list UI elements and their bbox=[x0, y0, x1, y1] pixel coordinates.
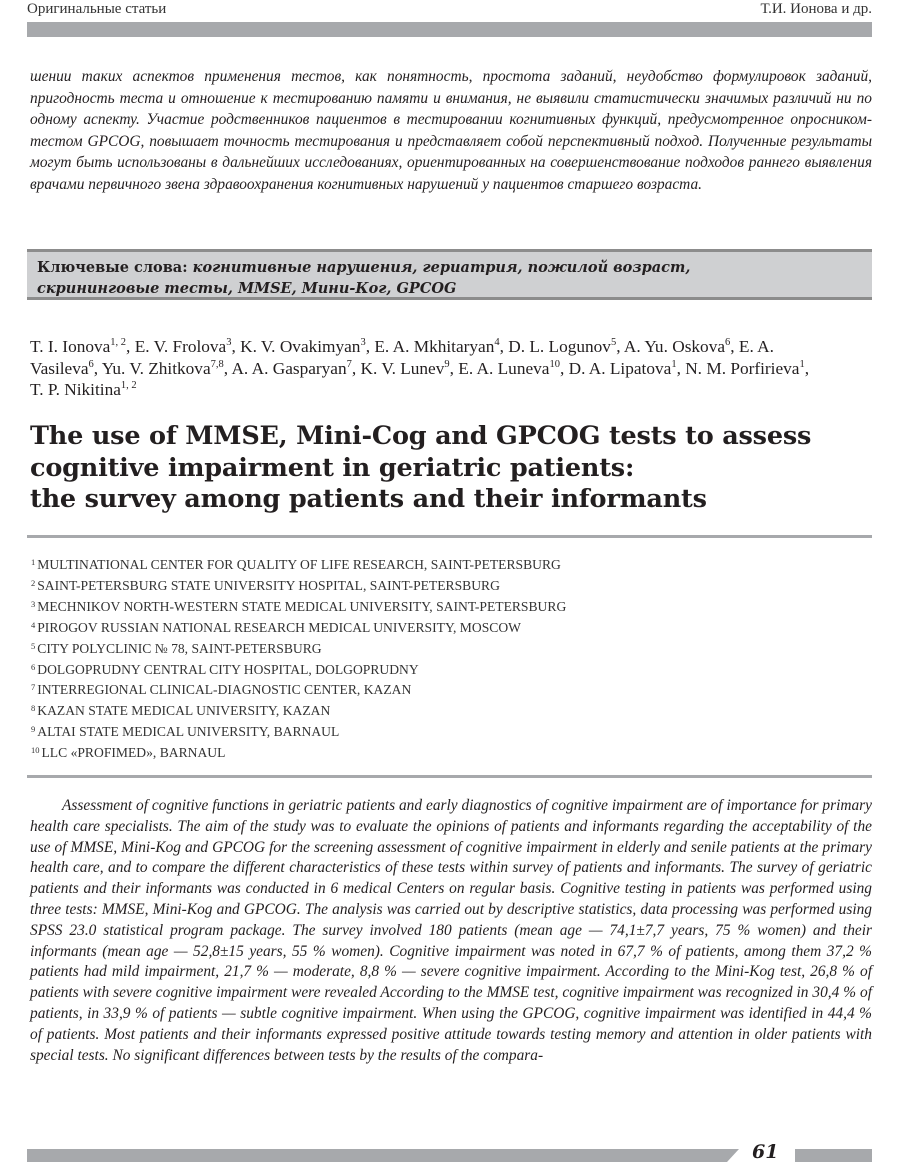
author-affiliation-mark: 10 bbox=[549, 358, 560, 370]
author bbox=[624, 337, 730, 356]
author-name: N. M. Porfirieva bbox=[685, 358, 800, 378]
author bbox=[135, 337, 232, 356]
affiliation-text: PIROGOV RUSSIAN NATIONAL RESEARCH MEDICAL UNIVERSITY, MOSCOW bbox=[37, 619, 521, 635]
author bbox=[374, 337, 499, 356]
affiliation bbox=[31, 555, 851, 576]
author bbox=[240, 337, 366, 356]
author bbox=[361, 359, 450, 378]
affiliation-number: 5 bbox=[31, 640, 36, 651]
affiliation-number: 10 bbox=[31, 745, 40, 756]
affiliation-number: 1 bbox=[31, 557, 36, 567]
author-affiliation-mark: 7 bbox=[346, 358, 352, 370]
title-line: cognitive impairment in geriatric patients: bbox=[30, 452, 635, 483]
page-number: 61 bbox=[752, 1141, 779, 1163]
author bbox=[30, 337, 126, 356]
author bbox=[458, 359, 560, 378]
affiliation bbox=[31, 618, 851, 639]
keywords bbox=[37, 257, 757, 299]
running-head bbox=[27, 0, 872, 20]
affiliation bbox=[31, 680, 851, 701]
affiliation-number: 7 bbox=[31, 682, 36, 693]
divider-top bbox=[27, 535, 872, 538]
footer-bar bbox=[27, 1149, 727, 1162]
affiliation-text: ALTAI STATE MEDICAL UNIVERSITY, BARNAUL bbox=[37, 724, 340, 740]
author-name: T. I. Ionova bbox=[30, 337, 111, 356]
keywords-box bbox=[27, 249, 872, 300]
divider-bottom bbox=[27, 775, 872, 778]
author-affiliation-mark: 1, 2 bbox=[120, 380, 137, 391]
affiliation-list bbox=[31, 555, 851, 764]
running-authors: Т.И. Ионова и др. bbox=[760, 1, 872, 17]
keywords-label: Ключевые слова: bbox=[37, 259, 188, 276]
author-affiliation-mark: 1 bbox=[671, 358, 677, 370]
author-name: T. P. Nikitina bbox=[30, 380, 121, 399]
author-affiliation-mark: 1, 2 bbox=[110, 337, 127, 348]
affiliation bbox=[31, 597, 851, 618]
author-name: K. V. Ovakimyan bbox=[240, 337, 361, 356]
affiliation-text: MECHNIKOV NORTH-WESTERN STATE MEDICAL UNIVERSITY, SAINT-PETERSBURG bbox=[37, 598, 567, 614]
author-name: D. L. Logunov bbox=[508, 337, 611, 356]
journal-section: Оригинальные статьи bbox=[27, 1, 167, 17]
author-name: E. A. Vasileva bbox=[30, 337, 774, 378]
author-affiliation-mark: 6 bbox=[88, 358, 94, 370]
author-name: E. V. Frolova bbox=[134, 337, 227, 356]
affiliation bbox=[31, 576, 851, 597]
author-affiliation-mark: 9 bbox=[444, 358, 450, 370]
article-title bbox=[30, 421, 890, 516]
author-list: T. I. Ionova$^{1, 2}$, E. V. Frolova$^3$, K. V. Ovakimyan$^3$, E. A. Mkhitaryan$^4$, D. L. Logunov$^5$, A. Yu. Oskova$^6$, E. A. Vasileva$^6$, Yu. V. Zhitkova$^{7,8}$, A. A. Gasparyan$^7$, K. V. Lunev$^9$, E. A. Luneva$^{10}$, D. A. Lipatova$^1$, N. M. Porfirieva$^1$, T. P. Nikitina$^{1, 2}$ bbox=[30, 337, 810, 399]
affiliation bbox=[31, 722, 851, 743]
author bbox=[231, 359, 351, 378]
author-name: K. V. Lunev bbox=[360, 358, 445, 378]
affiliation bbox=[31, 743, 851, 764]
author bbox=[102, 359, 224, 378]
author bbox=[508, 337, 616, 356]
affiliation-number: 3 bbox=[31, 598, 36, 609]
author-affiliation-mark: 4 bbox=[494, 337, 500, 348]
affiliation bbox=[31, 660, 851, 681]
author-name: Yu. V. Zhitkova bbox=[101, 358, 211, 378]
russian-abstract-tail: шении таких аспектов применения тестов, как понятность, простота заданий, неудобство формулировок заданий, пригодность теста и отношение к тестированию памяти и внимания, не выявили статистически значимых различий ни по одному аспекту. Участие родственников пациентов в тестировании когнитивных функций, предусмотренное опросником-тестом GPCOG, повышает точность тестирования и представляет собой перспективный подход. Полученные результаты могут быть использованы в дальнейших исследованиях, ориентированных на совершенствование подходов раннего выявления врачами первичного звена здравоохранения когнитивных нарушений у пациентов старшего возраста. bbox=[30, 68, 872, 193]
affiliation-text: INTERREGIONAL CLINICAL-DIAGNOSTIC CENTER, KAZAN bbox=[37, 682, 412, 698]
header-bar bbox=[27, 22, 872, 37]
author-affiliation-mark: 1 bbox=[799, 358, 805, 370]
affiliation bbox=[31, 639, 851, 660]
title-line: the survey among patients and their informants bbox=[30, 484, 707, 514]
author-name: D. A. Lipatova bbox=[568, 358, 672, 378]
affiliation-text: KAZAN STATE MEDICAL UNIVERSITY, KAZAN bbox=[37, 703, 331, 719]
affiliation-text: LLC «PROFIMED», BARNAUL bbox=[41, 745, 226, 761]
author-affiliation-mark: 5 bbox=[610, 337, 617, 348]
author-affiliation-mark: 6 bbox=[725, 337, 731, 348]
footer-bar-right bbox=[795, 1149, 872, 1162]
author-affiliation-mark: 3 bbox=[360, 337, 366, 348]
keywords-text: когнитивные нарушения, гериатрия, пожилой возраст, скрининговые тесты, MMSE, Мини-Ког, GPCOG bbox=[37, 259, 691, 297]
author-name: E. A. Luneva bbox=[458, 358, 550, 378]
affiliation bbox=[31, 701, 851, 722]
affiliation-text: CITY POLYCLINIC № 78, SAINT-PETERSBURG bbox=[37, 640, 322, 656]
affiliation-text: DOLGOPRUDNY CENTRAL CITY HOSPITAL, DOLGOPRUDNY bbox=[37, 661, 419, 677]
affiliation-number: 9 bbox=[31, 724, 36, 735]
affiliation-number: 2 bbox=[31, 577, 36, 588]
affiliation-number: 4 bbox=[31, 619, 36, 630]
affiliation-number: 8 bbox=[31, 703, 36, 714]
author-name: E. A. Mkhitaryan bbox=[374, 337, 495, 356]
author bbox=[685, 359, 804, 378]
affiliation-text: SAINT-PETERSBURG STATE UNIVERSITY HOSPITAL, SAINT-PETERSBURG bbox=[37, 577, 500, 593]
author-affiliation-mark: 7,8 bbox=[210, 358, 224, 370]
english-abstract: Assessment of cognitive functions in geriatric patients and early diagnostics of cognitive impairment are of importance for primary health care specialists. The aim of the study was to evaluate the opinions of patients and informants regarding the acceptability of the use of MMSE, Mini-Kog and GPCOG for the screening assessment of cognitive impairment in elderly and senile patients at the primary health care, and to compare the different characteristics of these tests within survey of patients and informants. The survey of geriatric patients and their informants was conducted in 6 medical Centers on regular basis. Cognitive testing in patients was performed using three tests: MMSE, Mini-Kog and GPCOG. The analysis was carried out by descriptive statistics, data processing was performed using SPSS 23.0 statistical program package. The survey involved 180 patients (mean age — 74,1±7,7 years, 75 % women) and their informants (mean age — 52,8±15 years, 55 % women). Cognitive impairment was noted in 67,7 % of patients, among them 37,2 % patients had mild impairment, 21,7 % — moderate, 8,8 % — severe cognitive impairment. According to the Mini-Kog test, 26,8 % of patients with severe cognitive impairment were revealed According to the MMSE test, cognitive impairment was recognized in 30,4 % of patients, in 33,9 % of patients — subtle cognitive impairment. When using the GPCOG, cognitive impairment was identified in 44,4 % of patients. Most patients and their informants expressed positive attitude towards testing memory and attention in older patients with special tests. No significant differences between tests by the results of the compara- bbox=[30, 797, 872, 1064]
title-line: The use of MMSE, Mini-Cog and GPCOG tests to assess bbox=[30, 421, 812, 451]
affiliation-text: MULTINATIONAL CENTER FOR QUALITY OF LIFE RESEARCH, SAINT-PETERSBURG bbox=[37, 557, 561, 572]
author-name: A. Yu. Oskova bbox=[623, 337, 726, 356]
author bbox=[569, 359, 677, 378]
author bbox=[30, 380, 137, 399]
affiliation-number: 6 bbox=[31, 661, 36, 672]
author-name: A. A. Gasparyan bbox=[231, 358, 347, 378]
author-affiliation-mark: 3 bbox=[226, 337, 232, 348]
